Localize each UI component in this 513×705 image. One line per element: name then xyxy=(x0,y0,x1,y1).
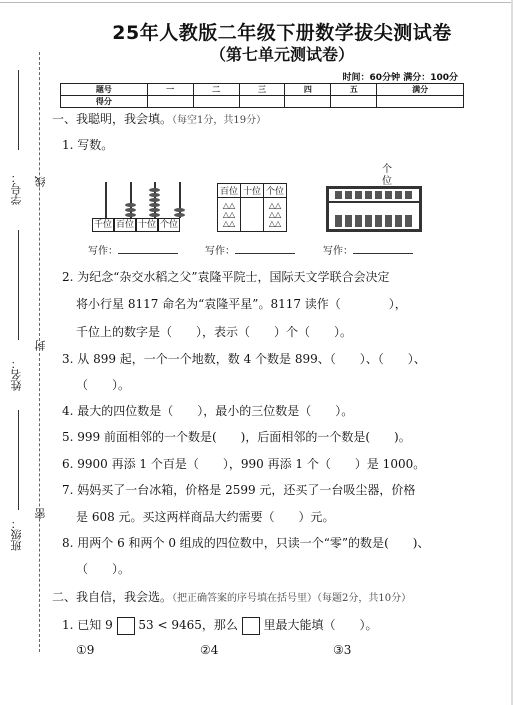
place-label: 百位 xyxy=(116,220,135,230)
pv-header: 百位 xyxy=(218,184,241,198)
pv-header: 十位 xyxy=(241,184,264,198)
score-header-cell: 三 xyxy=(239,84,285,96)
q1-text: 1. 写数。 xyxy=(62,138,114,152)
score-header-cell: 四 xyxy=(285,84,331,96)
score-cell[interactable] xyxy=(377,96,464,108)
bead xyxy=(174,208,185,212)
score-row xyxy=(61,96,464,108)
q2-line2: 将小行星 8117 命名为“袁隆平星”。8117 读作（ ）， xyxy=(76,297,407,311)
class-label: 班级： xyxy=(10,518,23,551)
bead xyxy=(149,198,160,202)
abacus-rod xyxy=(105,182,107,218)
student-id-line xyxy=(18,70,19,150)
score-cell[interactable] xyxy=(239,96,285,108)
bead xyxy=(125,213,136,217)
section1-title: 一、我聪明，我会填。 xyxy=(52,112,173,126)
seal-line xyxy=(39,52,40,652)
score-cell[interactable] xyxy=(147,96,193,108)
wei-label: 位 xyxy=(382,176,392,187)
score-cell[interactable] xyxy=(193,96,239,108)
feng-label: 封 xyxy=(34,340,47,351)
s2-q1 xyxy=(62,616,378,635)
place-value-table xyxy=(217,183,287,232)
mi-label: 密 xyxy=(34,508,47,519)
section2-heading xyxy=(52,588,411,605)
section2-note: （把正确答案的序号填在括号里）（每题2分，共10分） xyxy=(172,593,412,604)
q6-line1: 6. 9900 再添 1 个百是（ ），990 再添 1 个（ ）是 1000。 xyxy=(62,457,426,471)
abacus-frame xyxy=(326,186,422,232)
q8-line2: （ ）。 xyxy=(76,562,131,576)
bead xyxy=(149,188,160,192)
upper-beads xyxy=(335,191,415,199)
answer-box[interactable] xyxy=(242,617,260,635)
option-3[interactable]: ③3 xyxy=(333,643,352,657)
bead xyxy=(174,213,185,217)
write-blank-3[interactable] xyxy=(323,242,413,257)
abacus-figure-1 xyxy=(92,178,197,234)
xian-label: 线 xyxy=(34,176,47,187)
time-score-info: 时间：60分钟 满分：100分 xyxy=(342,73,458,83)
s2q1-suffix: 里最大能填（ ）。 xyxy=(263,618,378,632)
score-table xyxy=(60,83,464,108)
page-subtitle: （第七单元测试卷） xyxy=(209,45,354,64)
score-header-cell: 五 xyxy=(331,84,377,96)
q5-line1: 5. 999 前面相邻的一个数是( )，后面相邻的一个数是( )。 xyxy=(62,430,411,444)
q2-line3: 千位上的数字是（ ），表示（ ）个（ ）。 xyxy=(76,325,353,339)
triangle-icons: △△ △△ △△ xyxy=(264,198,287,232)
write-label: 写作： xyxy=(88,246,118,257)
s2q1-middle: 53 < 9465，那么 xyxy=(138,618,238,632)
score-row-label: 得分 xyxy=(61,96,148,108)
bead xyxy=(149,208,160,212)
place-label: 个位 xyxy=(160,220,179,230)
q3-line2: （ ）。 xyxy=(76,378,131,392)
bead xyxy=(125,208,136,212)
option-1[interactable]: ①9 xyxy=(76,643,95,657)
write-blank-2[interactable] xyxy=(205,242,295,257)
write-blank-1[interactable] xyxy=(88,242,178,257)
student-id-label: 学号： xyxy=(10,172,23,205)
binding-margin xyxy=(0,0,52,705)
score-header-cell: 满分 xyxy=(377,84,464,96)
s2q1-prefix: 1. 已知 9 xyxy=(62,618,113,632)
section2-title: 二、我自信，我会选。 xyxy=(52,590,173,604)
q7-line1: 7. 妈妈买了一台冰箱，价格是 2599 元，还买了一台吸尘器，价格 xyxy=(62,483,416,497)
write-label: 写作： xyxy=(205,246,235,257)
write-label: 写作： xyxy=(323,246,353,257)
answer-box[interactable] xyxy=(117,617,135,635)
bead xyxy=(149,193,160,197)
abacus-figure-2 xyxy=(326,160,426,236)
bead xyxy=(125,203,136,207)
score-header-cell: 一 xyxy=(147,84,193,96)
section1-note: （每空1分，共19分） xyxy=(172,115,267,126)
abacus-labels xyxy=(92,218,180,232)
q2-line1: 2. 为纪念“杂交水稻之父”袁隆平院士，国际天文学联合会决定 xyxy=(62,270,390,284)
bead xyxy=(149,213,160,217)
q8-line1: 8. 用两个 6 和两个 0 组成的四位数中，只读一个“零”的数是( )、 xyxy=(62,536,430,550)
pv-header: 个位 xyxy=(264,184,287,198)
score-header-cell: 二 xyxy=(193,84,239,96)
triangle-icons: △△ △△ △△ xyxy=(218,198,241,232)
section1-heading xyxy=(52,110,266,127)
bead xyxy=(149,203,160,207)
ge-label: 个 xyxy=(382,164,392,175)
name-label: 姓名： xyxy=(10,358,23,391)
abacus-beam xyxy=(329,201,419,203)
q4-line1: 4. 最大的四位数是（ ），最小的三位数是（ ）。 xyxy=(62,404,354,418)
name-line xyxy=(18,230,19,340)
q7-line2: 是 608 元。买这两样商品大约需要（ ）元。 xyxy=(76,510,335,524)
q3-line1: 3. 从 899 起，一个一个地数，数 4 个数是 899、（ ）、（ ）、 xyxy=(62,352,426,366)
score-header-cell: 题号 xyxy=(61,84,148,96)
score-header-row xyxy=(61,84,464,96)
score-cell[interactable] xyxy=(285,96,331,108)
page-title: 25年人教版二年级下册数学拔尖测试卷 xyxy=(112,22,452,44)
triangle-icons xyxy=(241,198,264,232)
top-border xyxy=(0,2,513,3)
score-cell[interactable] xyxy=(331,96,377,108)
place-label: 十位 xyxy=(138,220,157,230)
class-line xyxy=(18,410,19,510)
option-2[interactable]: ②4 xyxy=(200,643,219,657)
place-label: 千位 xyxy=(94,220,113,230)
lower-beads xyxy=(335,215,415,227)
